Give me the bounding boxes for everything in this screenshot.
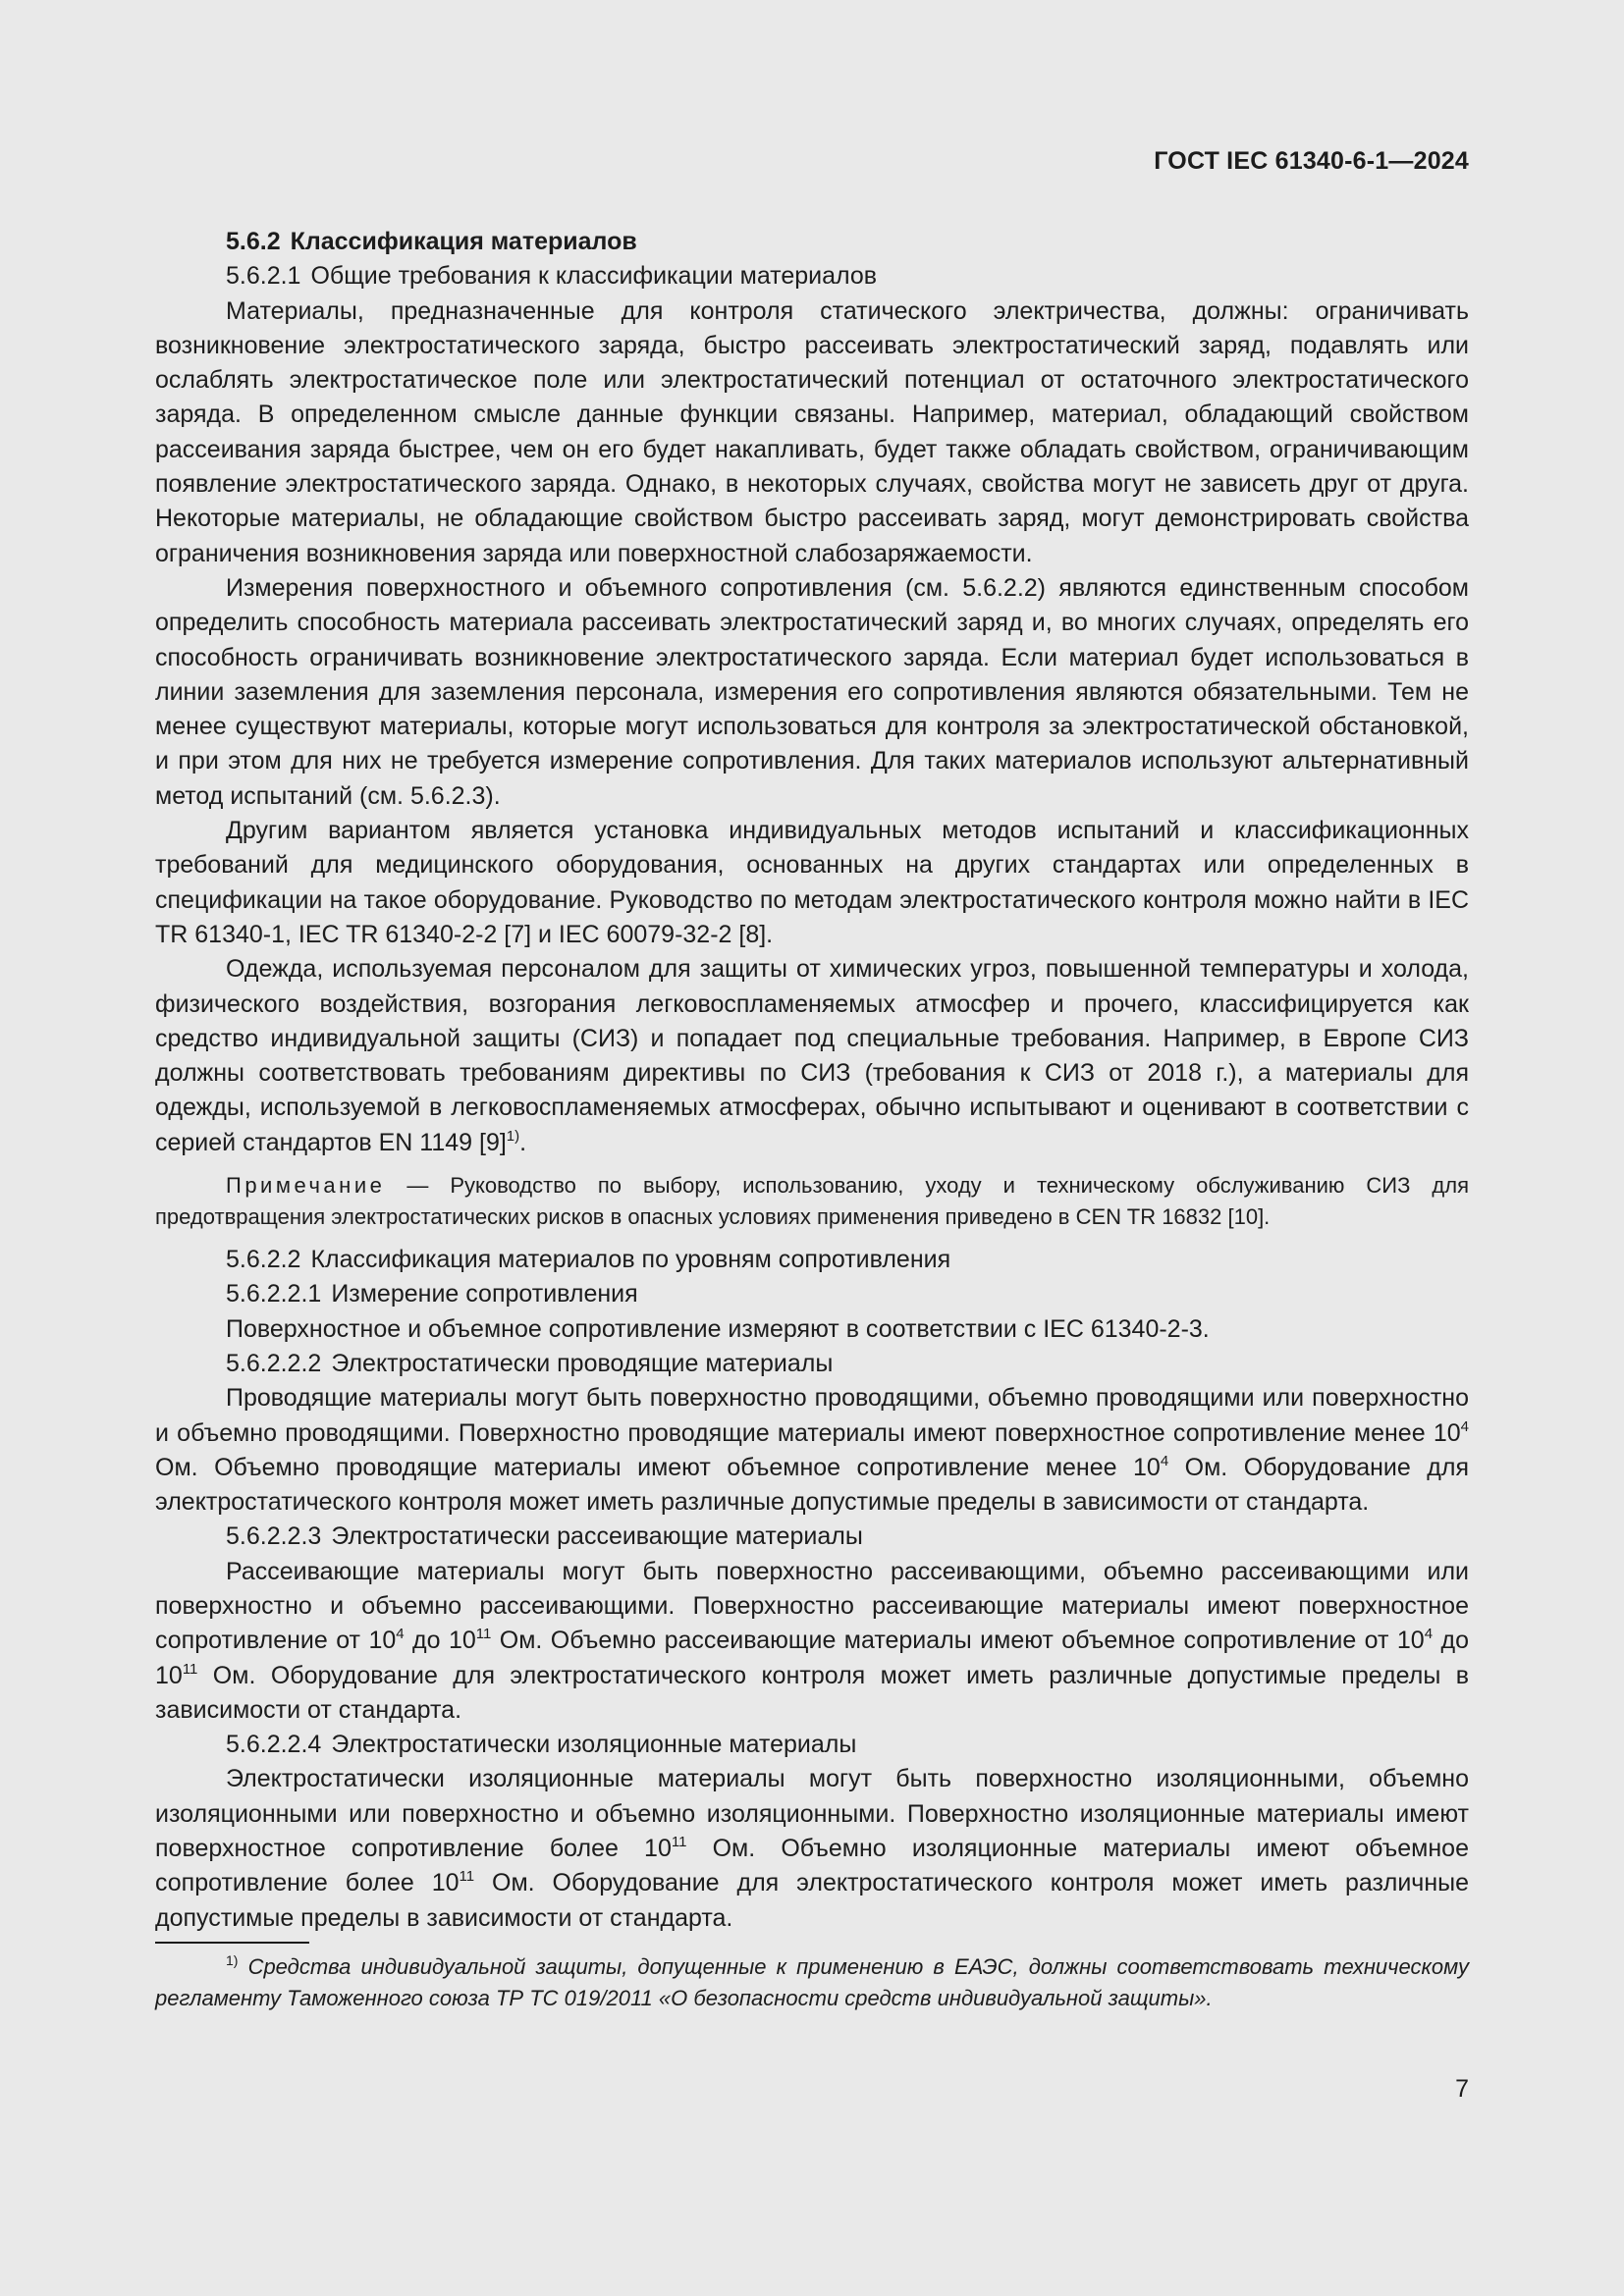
footnote-divider [155,1942,309,1944]
heading-5-6-2-2: 5.6.2.2 Классификация материалов по уровням сопротивления [226,1246,951,1274]
page-content [155,225,1469,2014]
paragraph-functions: Материалы, предназначенные для контроля статического электричества, должны: ограничивать возникновение электростатического заряда, быстро рассеивать электростатический заряд, подавлять или ослаблять электростатическое поле или электростатический потенциал от остаточного электростатического заряда. В определенном смысле данные функции связаны. Например, материал, обладающий свойством рассеивания заряда быстрее, чем он его будет накапливать, будет также обладать свойством, ограничивающим появление электростатического заряда. Однако, в некоторых случаях, свойства могут не зависеть друг от друга. Некоторые материалы, не обладающие свойством быстро рассеивать заряд, могут демонстрировать свойства ограничения возникновения заряда или поверхностной слабозаряжаемости. [155,296,1469,567]
heading-5-6-2-1: 5.6.2.1 Общие требования к классификации материалов [226,262,878,291]
heading-5-6-2-2-3: 5.6.2.2.3 Электростатически рассеивающие материалы [226,1522,863,1551]
page-number: 7 [1455,2075,1469,2103]
note: Примечание — Руководство по выбору, использованию, уходу и техническому обслуживанию СИЗ для предотвращения электростатических рисков в опасных условиях применения приведено в CEN TR 16832 [10]. [155,1173,1469,1230]
paragraph-measurement-standard: Поверхностное и объемное сопротивление измеряют в соответствии с IEC 61340-2-3. [226,1314,1210,1343]
paragraph-ppe: Одежда, используемая персоналом для защиты от химических угроз, повышенной температуры и холода, физического воздействия, возгорания легковоспламеняемых атмосфер и прочего, классифицируется как средство индивидуальной защиты (СИЗ) и попадает под специальные требования. Например, в Европе СИЗ должны соответствовать требованиям директивы по СИЗ (требования к СИЗ от 2018 г.), а материалы для одежды, используемой в легковоспламеняемых атмосферах, обычно испытывают и оценивают в соответствии с серией стандартов EN 1149 $[9]^{1)}$. [155,955,1469,1156]
heading-5-6-2-2-1: 5.6.2.2.1 Измерение сопротивления [226,1280,638,1308]
paragraph-medical: Другим вариантом является установка индивидуальных методов испытаний и классификационных требований для медицинского оборудования, основанных на других стандартах или определенных в спецификации на такое оборудование. Руководство по методам электростатического контроля можно найти в IEC TR 61340-1, IEC TR 61340-2-2 [7] и IEC 60079-32-2 [8]. [155,817,1469,948]
footnote: $^{1)}$ Средства индивидуальной защиты, допущенные к применению в ЕАЭС, должны соответствовать техническому регламенту Таможенного союза ТР ТС 019/2011 «О безопасности средств индивидуальной защиты». [155,1951,1469,2010]
standard-designation: ГОСТ IEC 61340-6-1—2024 [1154,147,1469,175]
heading-5-6-2-2-4: 5.6.2.2.4 Электростатически изоляционные материалы [226,1731,857,1759]
paragraph-measurements: Измерения поверхностного и объемного сопротивления (см. 5.6.2.2) являются единственным способом определить способность материала рассеивать электростатический заряд и, во многих случаях, определять его способность ограничивать возникновение электростатического заряда. Если материал будет использоваться в линии заземления для заземления персонала, измерения его сопротивления являются обязательными. Тем не менее существуют материалы, которые могут использоваться для контроля за электростатической обстановкой, и при этом для них не требуется измерение сопротивления. Для таких материалов используют альтернативный метод испытаний (см. 5.6.2.3). [155,573,1469,810]
footnote-mark: 1) [226,1951,239,1968]
footnote-reference: 1) [506,1127,520,1145]
heading-5-6-2-2-2: 5.6.2.2.2 Электростатически проводящие материалы [226,1349,834,1377]
paragraph-insulative: Электростатически изоляционные материалы могут быть поверхностно изоляционными, объемно изоляционными или поверхностно и объемно изоляционными. Поверхностно изоляционные материалы имеют поверхностное сопротивление более $10^{11}$ Ом. Объемно изоляционные материалы имеют объемное сопротивление более $10^{11}$ Ом. Оборудование для электростатического контроля может иметь различные допустимые пределы в зависимости от стандарта. [155,1765,1469,1932]
note-label: Примечание [226,1173,386,1199]
paragraph-dissipative: Рассеивающие материалы могут быть поверхностно рассеивающими, объемно рассеивающими или поверхностно и объемно рассеивающими. Поверхностно рассеивающие материалы имеют поверхностное сопротивление от $10^4$ до $10^{11}$ Ом. Объемно рассеивающие материалы имеют объемное сопротивление от $10^4$ до $10^{11}$ Ом. Оборудование для электростатического контроля может иметь различные допустимые пределы в зависимости от стандарта. [155,1557,1469,1724]
heading-5-6-2: 5.6.2 Классификация материалов [226,228,637,255]
paragraph-conductive: Проводящие материалы могут быть поверхностно проводящими, объемно проводящими или поверхностно и объемно проводящими. Поверхностно проводящие материалы имеют поверхностное сопротивление менее $10^4$ Ом. Объемно проводящие материалы имеют объемное сопротивление менее $10^4$ Ом. Оборудование для электростатического контроля может иметь различные допустимые пределы в зависимости от стандарта. [155,1384,1469,1517]
